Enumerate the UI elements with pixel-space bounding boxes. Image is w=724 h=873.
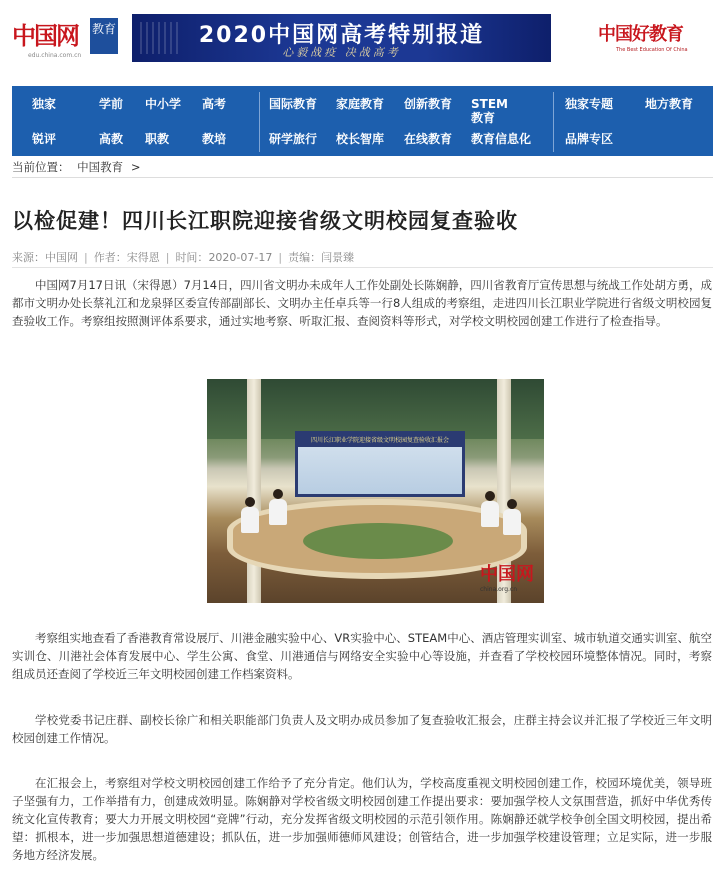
nav-item-zhijiao[interactable]: 职教 [145,132,170,146]
nav-item-gaojiao[interactable]: 高教 [99,132,124,146]
china-net-logo[interactable] [12,14,116,64]
nav-item-zhongxiaoxue[interactable]: 中小学 [145,97,182,111]
photo-watermark [480,560,534,593]
logo-edu-badge: 教育 [90,18,118,54]
meta-time: 2020-07-17 [208,251,273,264]
photo-person-head [507,499,517,509]
meta-time-label: 时间： [175,251,209,264]
meta-editor: 闫景臻 [321,251,355,264]
divider [12,267,713,268]
nav-item-xinxihua[interactable]: 教育信息化 [471,132,532,146]
good-education-logo[interactable] [598,20,713,60]
photo-watermark-text: 中国网 [480,564,534,585]
nav-item-xiaozhang[interactable]: 校长智库 [336,132,385,146]
photo-person-head [485,491,495,501]
photo-person [241,507,259,533]
nav-item-jiating[interactable]: 家庭教育 [336,97,385,111]
logo-text: 中国网 [12,21,78,50]
article-paragraph: 在汇报会上，考察组对学校文明校园创建工作给予了充分肯定。他们认为，学校高度重视文明校园创建工作，校园环境优美，领导班子坚强有力，工作举措有力，创建成效明显。陈娴静对学校省级文明校园创建工作提出要求：要加强学校人文氛围营造，抓好中华优秀传统文化宣传教育；要大力开展文明校园“竞牌”行动，充分发挥省级文明校园的示范引领作用。陈娴静还就学校争创全国文明校园，提出希望：抓根本，进一步加强思想道德建设；抓队伍，进一步加强师德师风建设；创管结合，进一步加强学校建设管理；立足实际，进一步服务地方经济发展。 [12,776,712,862]
logo2-text: 中国好教育 [598,24,683,45]
photo-pillar [247,379,261,603]
photo-person-head [273,489,283,499]
nav-item-dujia[interactable]: 独家 [32,97,57,111]
nav-item-gaokao[interactable]: 高考 [202,97,227,111]
logo-domain: edu.china.com.cn [28,52,82,59]
photo-screen-title: 四川长江职业学院迎接省级文明校园复查验收汇报会 [298,434,462,447]
meta-separator: | [165,251,170,264]
nav-divider [553,92,554,152]
breadcrumb [12,159,144,175]
photo-person [269,499,287,525]
nav-item-chuangxin[interactable]: 创新教育 [404,97,453,111]
nav-item-guoji[interactable]: 国际教育 [269,97,318,111]
meta-separator: | [278,251,283,264]
breadcrumb-link[interactable]: 中国教育 [77,160,124,174]
nav-item-ruiping[interactable]: 锐评 [32,132,57,146]
meta-author: 宋得恩 [126,251,160,264]
meta-source-label: 来源： [12,251,45,264]
nav-divider [259,92,260,152]
breadcrumb-label: 当前位置： [12,160,70,174]
nav-item-difang[interactable]: 地方教育 [645,97,694,111]
site-header [0,0,724,80]
photo-person [481,501,499,527]
divider [12,177,713,178]
article-meta [12,249,354,265]
article-title: 以检促建！四川长江职院迎接省级文明校园复查验收 [12,209,518,233]
banner-slogan: 心毅战疫 决战高考 [282,46,401,59]
nav-item-stem[interactable]: STEM教育 [471,97,508,125]
photo-projection-screen [295,431,465,497]
photo-person-head [245,497,255,507]
photo-watermark-domain: china.org.cn [480,586,518,593]
nav-item-yanxue[interactable]: 研学旅行 [269,132,318,146]
nav-item-xueqian[interactable]: 学前 [99,97,124,111]
nav-item-zaixian[interactable]: 在线教育 [404,132,453,146]
article-photo[interactable] [207,379,544,603]
nav-item-pinpai[interactable]: 品牌专区 [565,132,614,146]
article-paragraph: 学校党委书记庄群、副校长徐广和相关职能部门负责人及文明办成员参加了复查验收汇报会，庄群主持会议并汇报了学校近三年文明校园创建工作情况。 [12,713,712,745]
meta-separator: | [84,251,88,264]
banner-title: 2020中国网高考特别报道 [198,23,485,48]
article-paragraph: 中国网7月17日讯（宋得恩）7月14日，四川省文明办未成年人工作处副处长陈娴静，四川省教育厅宣传思想与统战工作处胡方勇，成都市文明办处长蔡礼江和龙泉驿区委宣传部副部长、文明办主任卓兵等一行8人组成的考察组，走进四川长江职业学院进行省级文明校园复查验收工作。考察组按照测评体系要求，通过实地考察、听取汇报、查阅资料等形式，对学校文明校园创建工作进行了检查指导。 [12,278,712,328]
photo-table-center [303,523,453,559]
nav-item-jiaopei[interactable]: 教培 [202,132,227,146]
breadcrumb-arrow: > [130,160,141,174]
meta-author-label: 作者： [93,251,127,264]
photo-person [503,509,521,535]
logo2-subtitle: The Best Education Of China [616,47,688,53]
nav-item-zhuanti[interactable]: 独家专题 [565,97,614,111]
meta-editor-label: 责编： [288,251,322,264]
meta-source: 中国网 [45,251,78,264]
article-paragraph: 考察组实地查看了香港教育常设展厅、川港金融实验中心、VR实验中心、STEAM中心、酒店管理实训室、城市轨道交通实训室、航空实训仓、川港社会体育发展中心、学生公寓、食堂、川港通信与网络安全实验中心等设施，并查看了学校校园环境整体情况。同时，考察组成员还查阅了学校近三年文明校园创建工作档案资料。 [12,631,712,681]
gaokao-banner[interactable] [132,14,551,62]
main-nav [12,86,713,156]
